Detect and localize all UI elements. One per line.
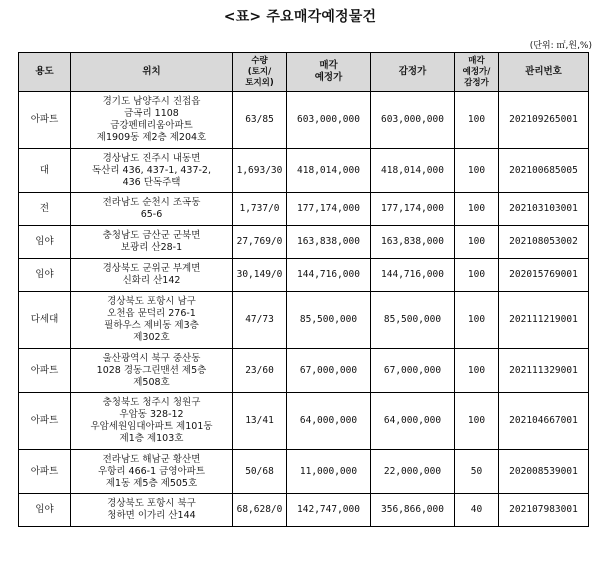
cell-mgmt-no: 202104667001 (499, 393, 589, 450)
cell-area: 13/41 (233, 393, 287, 450)
cell-appraisal: 603,000,000 (371, 92, 455, 149)
table-row (19, 226, 589, 259)
header-location: 위치 (71, 53, 233, 92)
cell-sale-price: 67,000,000 (287, 349, 371, 393)
cell-ratio: 100 (455, 149, 499, 193)
cell-mgmt-no: 202111329001 (499, 349, 589, 393)
header-mgmt-no: 관리번호 (499, 53, 589, 92)
cell-sale-price: 163,838,000 (287, 226, 371, 259)
cell-location: 경상북도 포항시 남구 오천읍 문덕리 276-1 필하우스 제비동 제3층 제302호 (71, 292, 233, 349)
cell-mgmt-no: 202100685005 (499, 149, 589, 193)
cell-sale-price: 144,716,000 (287, 259, 371, 292)
cell-area: 68,628/0 (233, 494, 287, 527)
cell-area: 50/68 (233, 450, 287, 494)
cell-ratio: 50 (455, 450, 499, 494)
cell-mgmt-no: 202015769001 (499, 259, 589, 292)
cell-ratio: 100 (455, 349, 499, 393)
cell-ratio: 100 (455, 259, 499, 292)
cell-sale-price: 418,014,000 (287, 149, 371, 193)
cell-use: 아파트 (19, 92, 71, 149)
table-row (19, 259, 589, 292)
cell-area: 47/73 (233, 292, 287, 349)
cell-location: 전라남도 순천시 조곡동 65-6 (71, 193, 233, 226)
header-ratio: 매각 예정가/ 감정가 (455, 53, 499, 92)
cell-sale-price: 603,000,000 (287, 92, 371, 149)
cell-ratio: 100 (455, 226, 499, 259)
table-row (19, 393, 589, 450)
cell-sale-price: 177,174,000 (287, 193, 371, 226)
table-row (19, 292, 589, 349)
cell-mgmt-no: 202107983001 (499, 494, 589, 527)
cell-use: 임야 (19, 226, 71, 259)
cell-ratio: 100 (455, 193, 499, 226)
cell-mgmt-no: 202108053002 (499, 226, 589, 259)
cell-use: 다세대 (19, 292, 71, 349)
cell-appraisal: 22,000,000 (371, 450, 455, 494)
cell-sale-price: 85,500,000 (287, 292, 371, 349)
cell-location: 경상남도 진주시 내동면 독산리 436, 437-1, 437-2, 436 단독주택 (71, 149, 233, 193)
cell-appraisal: 163,838,000 (371, 226, 455, 259)
cell-location: 충청북도 청주시 청원구 우암동 328-12 우암세원임대아파트 제101동 제1층 제103호 (71, 393, 233, 450)
cell-appraisal: 177,174,000 (371, 193, 455, 226)
header-area: 수량 (토지/ 토지외) (233, 53, 287, 92)
cell-mgmt-no: 202103103001 (499, 193, 589, 226)
cell-use: 임야 (19, 494, 71, 527)
cell-appraisal: 64,000,000 (371, 393, 455, 450)
cell-location: 충청남도 금산군 군북면 보광리 산28-1 (71, 226, 233, 259)
cell-use: 아파트 (19, 349, 71, 393)
cell-use: 아파트 (19, 450, 71, 494)
header-sale-price: 매각 예정가 (287, 53, 371, 92)
document-title: <표> 주요매각예정물건 (223, 9, 377, 25)
cell-mgmt-no: 202111219001 (499, 292, 589, 349)
table-row (19, 193, 589, 226)
cell-ratio: 40 (455, 494, 499, 527)
property-table (18, 52, 589, 527)
unit-note: (단위: ㎡,원,%) (529, 41, 592, 51)
cell-location: 경기도 남양주시 진접읍 금곡리 1108 금강펜테리움아파트 제1909동 제2층 제204호 (71, 92, 233, 149)
cell-ratio: 100 (455, 292, 499, 349)
cell-sale-price: 142,747,000 (287, 494, 371, 527)
table-row (19, 349, 589, 393)
table-row (19, 92, 589, 149)
cell-use: 전 (19, 193, 71, 226)
cell-use: 대 (19, 149, 71, 193)
header-row (19, 53, 589, 92)
table-row (19, 450, 589, 494)
cell-appraisal: 85,500,000 (371, 292, 455, 349)
cell-location: 경상북도 포항시 북구 청하면 이가리 산144 (71, 494, 233, 527)
cell-ratio: 100 (455, 92, 499, 149)
header-use: 용도 (19, 53, 71, 92)
cell-ratio: 100 (455, 393, 499, 450)
cell-appraisal: 418,014,000 (371, 149, 455, 193)
cell-appraisal: 144,716,000 (371, 259, 455, 292)
table-row (19, 494, 589, 527)
cell-mgmt-no: 202109265001 (499, 92, 589, 149)
cell-area: 1,737/0 (233, 193, 287, 226)
cell-location: 경상북도 군위군 부계면 신화리 산142 (71, 259, 233, 292)
table-row (19, 149, 589, 193)
cell-location: 전라남도 해남군 황산면 우항리 466-1 금영아파트 제1동 제5층 제505호 (71, 450, 233, 494)
cell-use: 아파트 (19, 393, 71, 450)
cell-location: 울산광역시 북구 중산동 1028 경동그린맨션 제5층 제508호 (71, 349, 233, 393)
cell-area: 1,693/30 (233, 149, 287, 193)
cell-area: 23/60 (233, 349, 287, 393)
cell-area: 63/85 (233, 92, 287, 149)
cell-sale-price: 11,000,000 (287, 450, 371, 494)
cell-sale-price: 64,000,000 (287, 393, 371, 450)
header-appraisal: 감정가 (371, 53, 455, 92)
cell-use: 임야 (19, 259, 71, 292)
cell-appraisal: 356,866,000 (371, 494, 455, 527)
cell-area: 27,769/0 (233, 226, 287, 259)
cell-mgmt-no: 202008539001 (499, 450, 589, 494)
cell-appraisal: 67,000,000 (371, 349, 455, 393)
cell-area: 30,149/0 (233, 259, 287, 292)
